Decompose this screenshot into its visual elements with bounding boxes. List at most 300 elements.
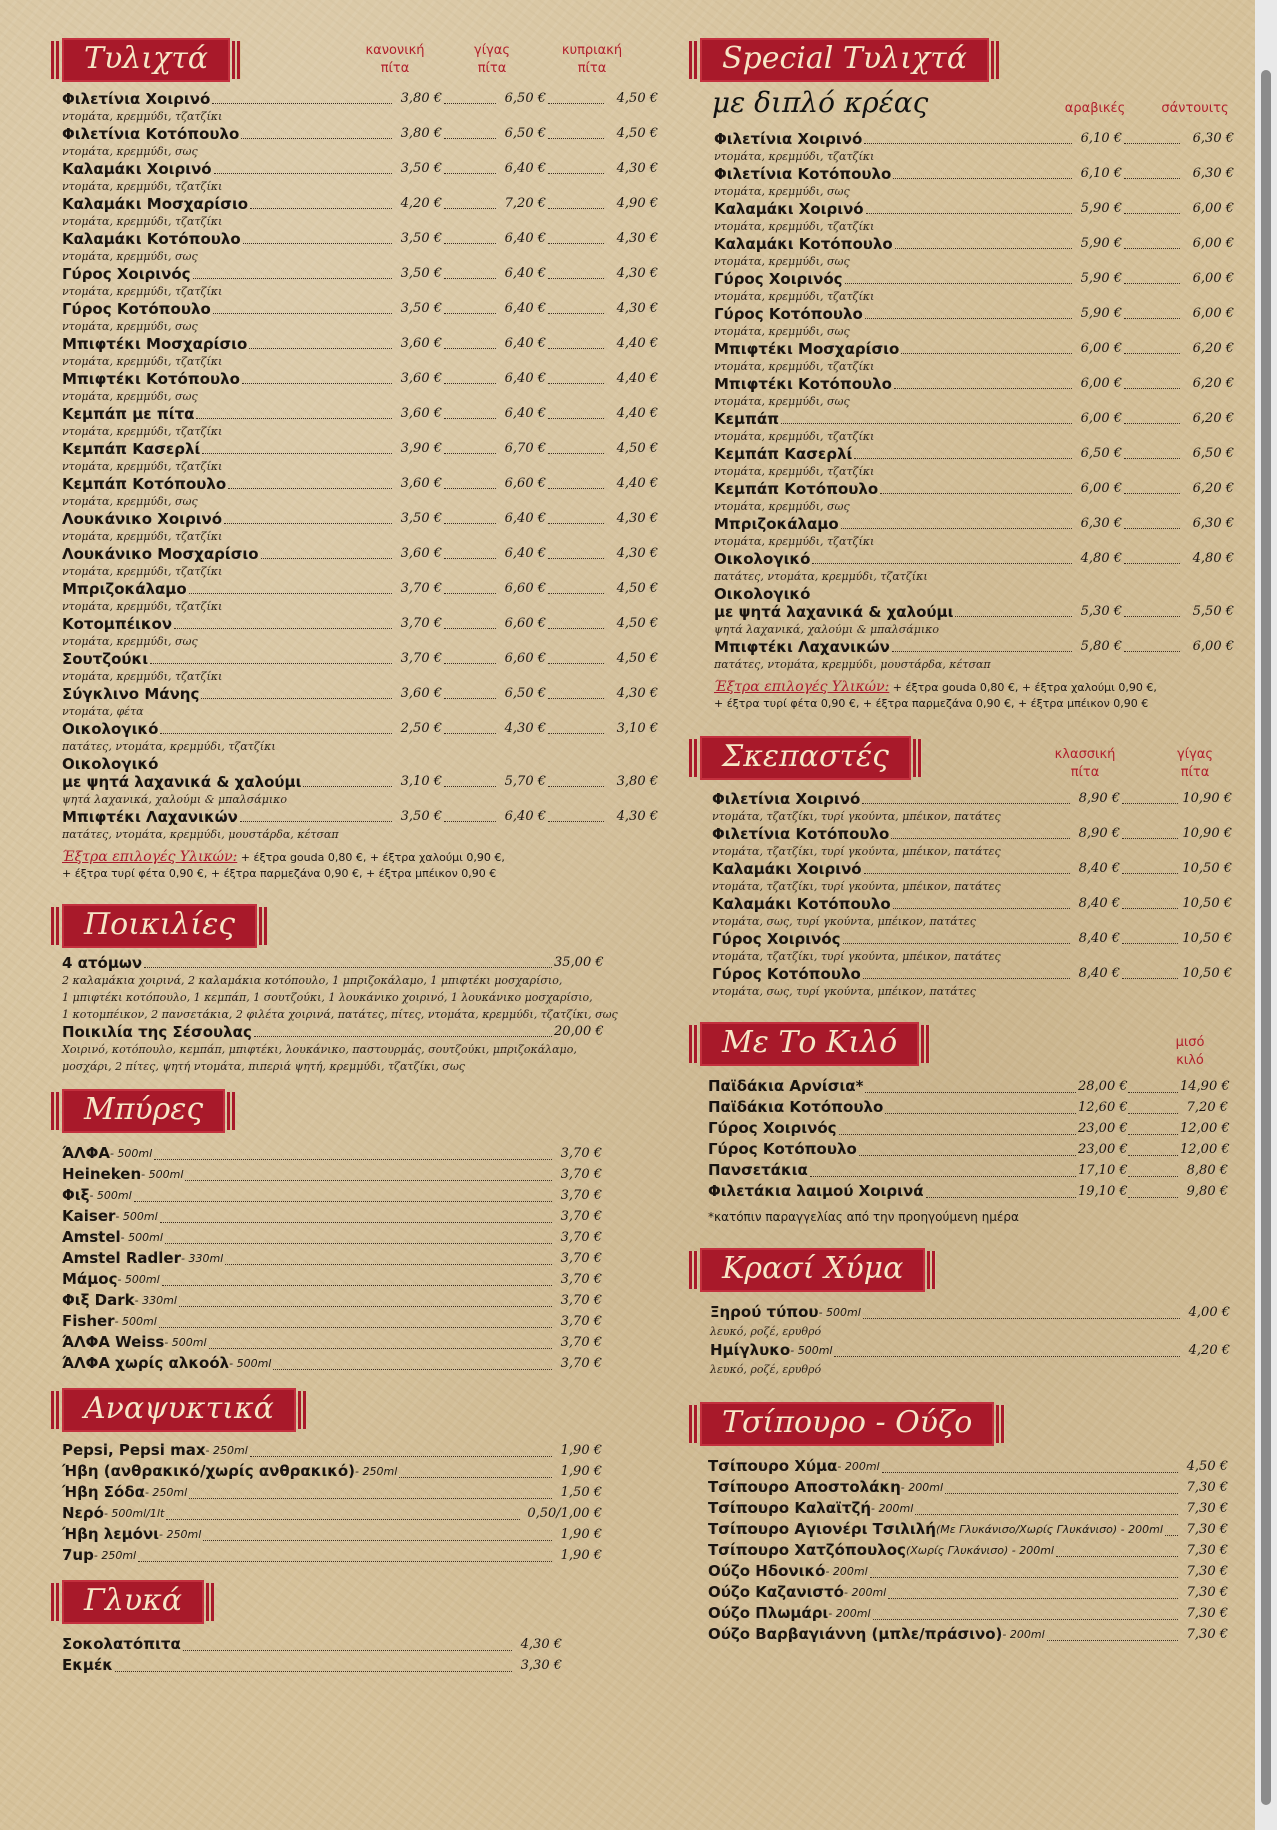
menu-item	[62, 475, 658, 510]
item-price: 6,00 €	[1080, 411, 1122, 426]
item-price: 7,30 €	[1186, 1522, 1228, 1537]
dot-leader	[548, 313, 604, 314]
item-volume: - 250ml	[205, 1444, 248, 1457]
item-row	[708, 1477, 1228, 1498]
item-row	[708, 1603, 1228, 1624]
item-description: ντομάτα, κρεμμύδι, τζατζίκι	[714, 430, 875, 443]
item-price: 2,50 €	[400, 721, 442, 736]
dot-leader	[134, 1201, 552, 1202]
item-price: 6,00 €	[1192, 306, 1234, 321]
menu-item	[714, 585, 1234, 638]
menu-item	[62, 510, 658, 545]
menu-item	[714, 550, 1234, 585]
item-name: Φιλετίνια Κοτόπουλο	[62, 125, 240, 143]
item-price-half-kilo: 12,00 €	[1180, 1142, 1230, 1157]
item-row	[62, 90, 658, 108]
dot-leader	[1124, 616, 1180, 617]
dot-leader	[240, 821, 392, 822]
item-volume: - 200ml	[900, 1481, 944, 1494]
item-row	[62, 954, 602, 972]
dot-leader	[444, 593, 496, 594]
item-price: 4,50 €	[616, 126, 658, 141]
dot-leader	[864, 143, 1072, 144]
wine-list	[700, 1302, 1230, 1378]
item-price: 8,90 €	[1078, 791, 1120, 806]
item-row	[62, 1269, 602, 1290]
menu-item	[62, 1164, 602, 1185]
item-price: 3,80 €	[616, 774, 658, 789]
kilo-list	[700, 1076, 1228, 1202]
item-price: 6,20 €	[1192, 341, 1234, 356]
dot-leader	[1124, 353, 1180, 354]
dot-leader	[1122, 838, 1178, 839]
dot-leader	[955, 616, 1072, 617]
scrollbar-thumb[interactable]	[1261, 70, 1271, 1805]
item-price: 3,70 €	[560, 1146, 602, 1161]
dot-leader	[1128, 1176, 1178, 1177]
item-name: Καλαμάκι Κοτόπουλο	[714, 235, 893, 253]
section-title-skepastes: Σκεπαστές	[700, 736, 911, 780]
item-price-half-kilo: 8,80 €	[1186, 1163, 1228, 1178]
item-volume: - 500ml	[790, 1344, 833, 1357]
item-price: 4,30 €	[520, 1637, 562, 1652]
item-price: 1,90 €	[560, 1527, 602, 1542]
item-price: 4,50 €	[616, 581, 658, 596]
item-description: ντομάτα, κρεμμύδι, σως	[62, 145, 198, 158]
item-price: 4,40 €	[616, 371, 658, 386]
item-description: πατάτες, ντομάτα, κρεμμύδι, μουστάρδα, κέτσαπ	[714, 658, 991, 671]
left-column	[62, 38, 662, 1676]
menu-item	[62, 90, 658, 125]
dot-leader	[548, 103, 604, 104]
menu-item	[714, 410, 1234, 445]
item-name: Κεμπάπ Κασερλί	[62, 440, 201, 458]
section-title-kilo: Με Το Κιλό	[700, 1022, 919, 1066]
item-price: 10,50 €	[1182, 966, 1232, 981]
item-row	[712, 930, 1232, 948]
item-price: 4,20 €	[400, 196, 442, 211]
item-price: 4,30 €	[616, 231, 658, 246]
item-row	[714, 305, 1234, 323]
menu-item	[62, 1311, 602, 1332]
item-price: 3,50 €	[400, 809, 442, 824]
item-price: 4,80 €	[1192, 551, 1234, 566]
item-price: 4,50 €	[1186, 1459, 1228, 1474]
scrollbar[interactable]	[1255, 0, 1277, 1830]
item-price: 6,40 €	[504, 301, 546, 316]
item-description: ντομάτα, τζατζίκι, τυρί γκούντα, μπέικον, πατάτες	[712, 845, 1001, 858]
item-name: ΆΛΦΑ Weiss	[62, 1333, 165, 1351]
item-name: Μπιφτέκι Λαχανικών	[62, 808, 238, 826]
item-price: 6,40 €	[504, 371, 546, 386]
item-row	[62, 1023, 602, 1041]
item-price: 6,60 €	[504, 476, 546, 491]
item-description: ντομάτα, κρεμμύδι, σως	[62, 390, 198, 403]
dot-leader	[144, 967, 552, 968]
dot-leader	[444, 821, 496, 822]
item-price: 3,70 €	[560, 1167, 602, 1182]
menu-item	[714, 638, 1234, 673]
dot-leader	[839, 1134, 1076, 1135]
item-row	[712, 860, 1232, 878]
item-price: 4,30 €	[504, 721, 546, 736]
item-volume: - 200ml	[828, 1607, 871, 1620]
dot-leader	[1047, 1640, 1178, 1641]
item-price: 3,70 €	[560, 1188, 602, 1203]
item-row	[62, 1440, 602, 1461]
col-header-miso-kilo: μισό κιλό	[1175, 1035, 1205, 1068]
kilo-row	[708, 1160, 1228, 1181]
item-name: Γύρος Χοιρινός	[714, 270, 843, 288]
item-price: 6,00 €	[1080, 481, 1122, 496]
menu-item	[712, 930, 1232, 965]
special-extras	[700, 679, 1230, 712]
item-name: Κεμπάπ με πίτα	[62, 405, 195, 423]
item-row	[62, 720, 658, 738]
item-row	[714, 410, 1234, 428]
dot-leader	[1165, 1535, 1178, 1536]
item-description: ντομάτα, κρεμμύδι, τζατζίκι	[62, 600, 223, 613]
dot-leader	[548, 593, 604, 594]
item-row	[714, 235, 1234, 253]
item-price: 3,10 €	[616, 721, 658, 736]
item-name: Κεμπάπ Κοτόπουλο	[62, 475, 227, 493]
item-row	[62, 510, 658, 528]
item-price: 4,30 €	[616, 686, 658, 701]
menu-item	[62, 1634, 562, 1655]
dot-leader	[548, 733, 604, 734]
dot-leader	[160, 733, 392, 734]
beers-list	[62, 1143, 602, 1374]
special-extras-line-1: + έξτρα gouda 0,80 €, + έξτρα χαλούμι 0,90 €,	[892, 681, 1157, 694]
item-row	[62, 1353, 602, 1374]
item-price: 4,40 €	[616, 476, 658, 491]
menu-item	[62, 1332, 602, 1353]
item-name: Οικολογικό	[714, 585, 811, 603]
dot-leader	[1124, 213, 1180, 214]
item-description: πατάτες, ντομάτα, κρεμμύδι, τζατζίκι	[62, 740, 276, 753]
item-row	[62, 773, 658, 791]
item-price: 4,30 €	[616, 161, 658, 176]
item-price: 3,60 €	[400, 371, 442, 386]
dot-leader	[115, 1671, 512, 1672]
menu-item	[708, 1603, 1228, 1624]
item-row	[712, 895, 1232, 913]
menu-item	[62, 615, 658, 650]
item-price: 3,80 €	[400, 126, 442, 141]
extras-label: Έξτρα επιλογές Υλικών:	[62, 849, 238, 865]
dot-leader	[1124, 283, 1180, 284]
dot-leader	[548, 348, 604, 349]
dot-leader	[1124, 458, 1180, 459]
special-extras-line-2: + έξτρα τυρί φέτα 0,90 €, + έξτρα παρμεζάνα 0,90 €, + έξτρα μπέικον 0,90 €	[714, 697, 1149, 710]
item-row	[62, 1461, 602, 1482]
menu-item	[62, 1503, 602, 1524]
item-row	[712, 790, 1232, 808]
dot-leader	[854, 458, 1072, 459]
item-volume: - 200ml	[825, 1565, 868, 1578]
dot-leader	[548, 418, 604, 419]
item-name: Γύρος Χοιρινός	[62, 265, 191, 283]
item-name: Οικολογικό	[62, 755, 159, 773]
item-volume: - 250ml	[93, 1549, 137, 1562]
dot-leader	[812, 563, 1072, 564]
item-description: ντομάτα, κρεμμύδι, τζατζίκι	[62, 460, 223, 473]
menu-item	[62, 405, 658, 440]
item-price: 6,30 €	[1192, 516, 1234, 531]
item-price: 10,50 €	[1182, 861, 1232, 876]
item-name: Οικολογικό	[714, 550, 811, 568]
item-description: ντομάτα, κρεμμύδι, τζατζίκι	[62, 215, 223, 228]
item-row	[62, 545, 658, 563]
menu-item	[62, 1290, 602, 1311]
item-name: Καλαμάκι Κοτόπουλο	[62, 230, 241, 248]
item-name: ΆΛΦΑ	[62, 1144, 110, 1162]
item-price: 4,00 €	[1188, 1305, 1230, 1320]
kilo-row	[708, 1139, 1228, 1160]
menu-item	[62, 1545, 602, 1566]
menu-item	[712, 965, 1232, 1000]
item-row	[714, 200, 1234, 218]
item-row	[62, 475, 658, 493]
dot-leader	[548, 698, 604, 699]
item-row	[714, 270, 1234, 288]
item-description: ντομάτα, σως, τυρί γκούντα, μπέικον, πατάτες	[712, 915, 976, 928]
item-volume: - 500ml	[164, 1336, 207, 1349]
dot-leader	[444, 558, 496, 559]
col-header-kypriaki: κυπριακή πίτα	[561, 43, 623, 76]
item-price: 6,30 €	[1080, 516, 1122, 531]
item-price: 3,70 €	[560, 1272, 602, 1287]
dot-leader	[444, 208, 496, 209]
dot-leader	[548, 208, 604, 209]
item-price: 6,50 €	[1192, 446, 1234, 461]
dot-leader	[138, 1561, 552, 1562]
item-price: 4,80 €	[1080, 551, 1122, 566]
dot-leader	[880, 493, 1072, 494]
dot-leader	[166, 1519, 520, 1520]
item-row	[708, 1582, 1228, 1603]
dot-leader	[203, 1540, 552, 1541]
item-name: Heineken	[62, 1165, 142, 1183]
item-price-kilo: 23,00 €	[1078, 1121, 1128, 1136]
item-price: 6,40 €	[504, 161, 546, 176]
menu-item	[62, 265, 658, 300]
item-name: Γύρος Χοιρινός	[712, 930, 841, 948]
item-row	[62, 405, 658, 423]
item-row	[62, 440, 658, 458]
item-row	[714, 375, 1234, 393]
item-price: 3,50 €	[400, 231, 442, 246]
menu-item	[714, 375, 1234, 410]
item-price: 6,50 €	[504, 126, 546, 141]
dot-leader	[444, 103, 496, 104]
item-name: Μπριζοκάλαμο	[714, 515, 839, 533]
item-row	[714, 638, 1234, 656]
item-volume: - 200ml	[871, 1502, 914, 1515]
item-row	[62, 1311, 602, 1332]
item-price: 3,60 €	[400, 336, 442, 351]
item-price: 3,70 €	[560, 1314, 602, 1329]
item-volume: - 500ml	[114, 1315, 157, 1328]
dot-leader	[870, 1577, 1178, 1578]
dot-leader	[196, 418, 392, 419]
item-name: Λουκάνικο Χοιρινό	[62, 510, 223, 528]
col-header-gigas: γίγας πίτα	[474, 43, 510, 76]
item-price: 20,00 €	[554, 1024, 604, 1039]
item-name: Φιλετίνια Χοιρινό	[714, 130, 863, 148]
item-price: 3,30 €	[520, 1658, 562, 1673]
skepastes-list	[700, 790, 1232, 1000]
item-row	[62, 615, 658, 633]
item-volume: - 500ml/1lt	[103, 1507, 165, 1520]
menu-item	[714, 200, 1234, 235]
dot-leader	[241, 138, 392, 139]
item-description: ντομάτα, τζατζίκι, τυρί γκούντα, μπέικον, πατάτες	[712, 950, 1001, 963]
item-price: 3,60 €	[400, 686, 442, 701]
item-name: Μπριζοκάλαμο	[62, 580, 187, 598]
item-description: ντομάτα, κρεμμύδι, τζατζίκι	[62, 355, 223, 368]
dot-leader	[1124, 651, 1180, 652]
item-name: Φιλετίνια Χοιρινό	[62, 90, 211, 108]
item-price: 3,70 €	[560, 1209, 602, 1224]
item-name-continued: με ψητά λαχανικά & χαλούμι	[62, 773, 302, 791]
menu-item	[62, 580, 658, 615]
dot-leader	[444, 663, 496, 664]
dot-leader	[1124, 318, 1180, 319]
item-name: Κεμπάπ Κοτόπουλο	[714, 480, 879, 498]
item-description: λευκό, ροζέ, ερυθρό	[710, 1325, 822, 1338]
item-description: ντομάτα, κρεμμύδι, σως	[62, 495, 198, 508]
item-name: 7up	[62, 1546, 94, 1564]
item-price: 5,50 €	[1192, 604, 1234, 619]
item-price: 7,30 €	[1186, 1480, 1228, 1495]
item-name: Νερό	[62, 1504, 104, 1522]
item-row	[62, 1227, 602, 1248]
item-price: 6,30 €	[1192, 131, 1234, 146]
item-row	[714, 603, 1234, 621]
dot-leader	[873, 1619, 1178, 1620]
item-price: 4,30 €	[616, 546, 658, 561]
item-volume: - 200ml	[837, 1460, 880, 1473]
item-name: Amstel Radler	[62, 1249, 181, 1267]
dot-leader	[444, 243, 496, 244]
item-description: ντομάτα, κρεμμύδι, τζατζίκι	[62, 110, 223, 123]
item-price: 6,40 €	[504, 266, 546, 281]
dot-leader	[1122, 803, 1178, 804]
item-price: 1,90 €	[560, 1548, 602, 1563]
item-volume: - 200ml	[1002, 1628, 1045, 1641]
item-price-kilo: 19,10 €	[1078, 1184, 1128, 1199]
menu-item	[62, 1461, 602, 1482]
menu-item	[62, 370, 658, 405]
menu-item	[62, 195, 658, 230]
special-list	[700, 130, 1234, 673]
menu-item	[62, 650, 658, 685]
dot-leader	[781, 423, 1072, 424]
dot-leader	[183, 1650, 512, 1651]
item-row	[710, 1340, 1230, 1361]
menu-item	[714, 130, 1234, 165]
menu-item	[62, 1353, 602, 1374]
dot-leader	[891, 838, 1070, 839]
dot-leader	[548, 383, 604, 384]
dot-leader	[185, 1180, 552, 1181]
item-description: ψητά λαχανικά, χαλούμι & μπαλσάμικο	[62, 793, 287, 806]
item-row	[714, 445, 1234, 463]
item-price-half-kilo: 9,80 €	[1186, 1184, 1228, 1199]
dot-leader	[1122, 978, 1178, 979]
item-name: Κεμπάπ	[714, 410, 780, 428]
dot-leader	[193, 278, 392, 279]
item-description: ντομάτα, κρεμμύδι, τζατζίκι	[714, 535, 875, 548]
menu-item	[708, 1540, 1228, 1561]
menu-item	[62, 685, 658, 720]
item-price-kilo: 17,10 €	[1078, 1163, 1128, 1178]
item-price: 8,40 €	[1078, 931, 1120, 946]
dot-leader	[548, 558, 604, 559]
item-price: 4,30 €	[616, 809, 658, 824]
item-name-continued: με ψητά λαχανικά & χαλούμι	[714, 603, 954, 621]
item-price: 6,40 €	[504, 336, 546, 351]
item-volume: - 500ml	[89, 1189, 132, 1202]
item-price: 6,70 €	[504, 441, 546, 456]
dot-leader	[201, 698, 392, 699]
dot-leader	[1124, 528, 1180, 529]
item-description: ντομάτα, σως, τυρί γκούντα, μπέικον, πατάτες	[712, 985, 976, 998]
item-row	[714, 340, 1234, 358]
menu-item	[712, 825, 1232, 860]
dot-leader	[444, 278, 496, 279]
item-row	[712, 965, 1232, 983]
dot-leader	[179, 1306, 552, 1307]
item-price-kilo: 28,00 €	[1078, 1079, 1128, 1094]
menu-item	[714, 340, 1234, 375]
item-price: 7,30 €	[1186, 1564, 1228, 1579]
item-description-line: μοσχάρι, 2 πίτες, ψητή ντομάτα, πιπεριά ψητή, κρεμμύδι, τζατζίκι, σως	[62, 1060, 465, 1073]
item-price-kilo: 12,60 €	[1078, 1100, 1128, 1115]
item-row	[714, 480, 1234, 498]
item-description: ντομάτα, κρεμμύδι, τζατζίκι	[714, 465, 875, 478]
item-name: Καλαμάκι Χοιρινό	[62, 160, 212, 178]
item-price: 5,30 €	[1080, 604, 1122, 619]
dot-leader	[250, 208, 392, 209]
item-price: 5,90 €	[1080, 306, 1122, 321]
col-header-klassiki: κλασσική πίτα	[1054, 747, 1116, 780]
item-description: ντομάτα, κρεμμύδι, σως	[714, 185, 850, 198]
dot-leader	[250, 1456, 552, 1457]
menu-item	[712, 895, 1232, 930]
item-price-half-kilo: 14,90 €	[1180, 1079, 1230, 1094]
platter-item	[62, 1023, 602, 1075]
item-name: Fisher	[62, 1312, 115, 1330]
menu-item	[62, 1440, 602, 1461]
item-price: 6,60 €	[504, 581, 546, 596]
item-row	[62, 808, 658, 826]
dot-leader	[888, 1598, 1178, 1599]
dot-leader	[444, 138, 496, 139]
menu-item	[708, 1561, 1228, 1582]
section-title-special: Special Τυλιχτά	[700, 38, 989, 82]
item-name: Σουτζούκι	[62, 650, 149, 668]
item-name: Φιλετάκια λαιμού Χοιρινά	[708, 1182, 924, 1200]
menu-item	[62, 1524, 602, 1545]
item-price: 6,50 €	[504, 686, 546, 701]
item-description: ψητά λαχανικά, χαλούμι & μπαλσάμικο	[714, 623, 939, 636]
menu-item	[62, 545, 658, 580]
item-row	[714, 550, 1234, 568]
item-name: Ούζο Πλωμάρι	[708, 1604, 829, 1622]
